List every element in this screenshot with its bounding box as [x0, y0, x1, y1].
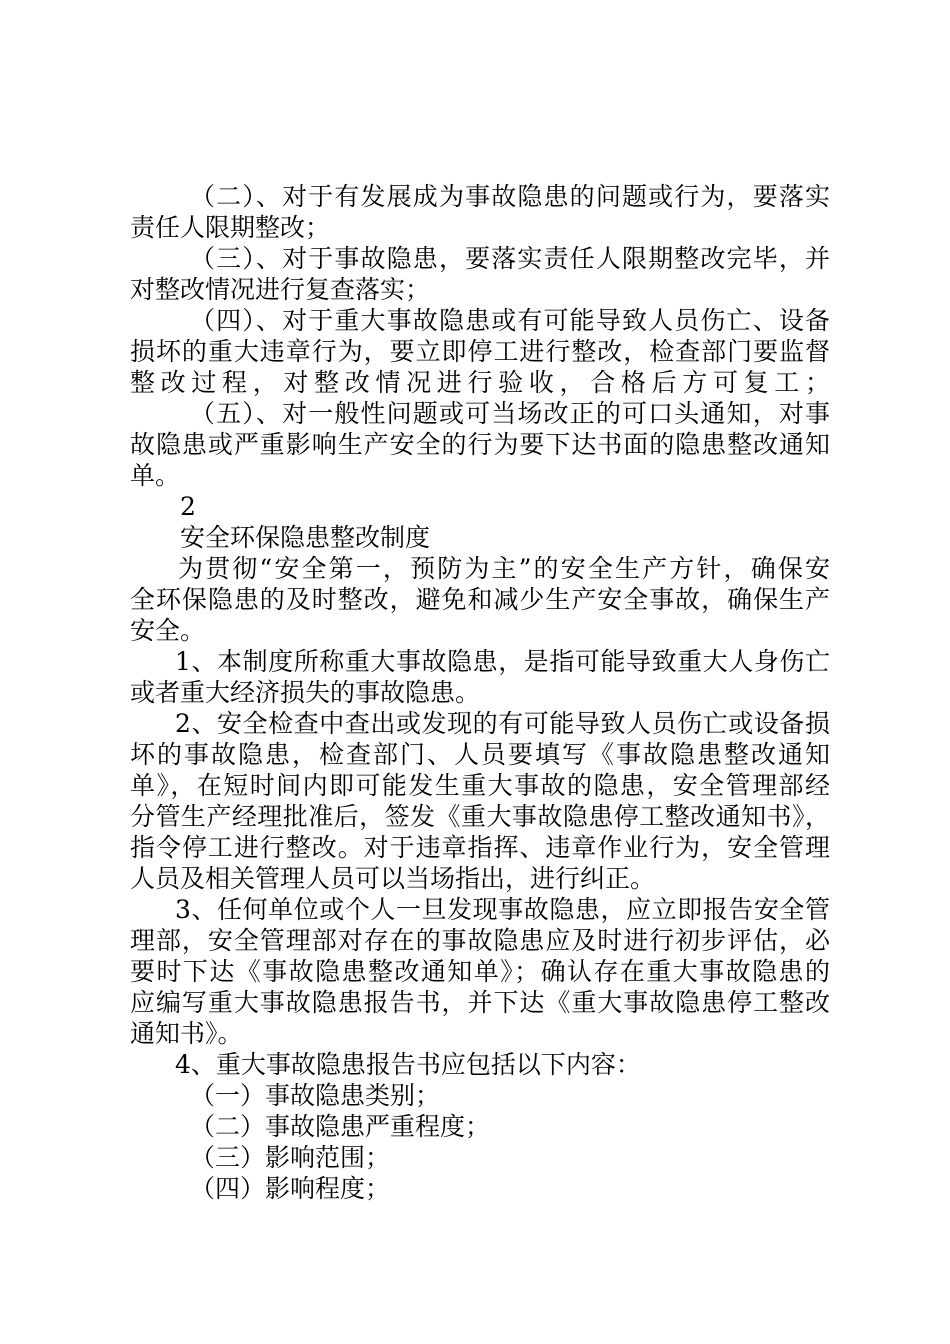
- text-line: 分管生产经理批准后，签发《重大事故隐患停工整改通知书》，: [130, 802, 830, 831]
- text-line: 安全。: [130, 616, 206, 645]
- section-title: 安全环保隐患整改制度: [180, 523, 431, 552]
- text-line: 指令停工进行整改。对于违章指挥、违章作业行为，安全管理: [130, 833, 830, 862]
- list-item: （二）事故隐患严重程度；: [190, 1112, 491, 1141]
- text-line: （三）、对于事故隐患，要落实责任人限期整改完毕，并: [190, 244, 830, 273]
- list-item: （三）影响范围；: [190, 1143, 391, 1172]
- page-number: 2: [180, 492, 196, 521]
- text-line: 人员及相关管理人员可以当场指出，进行纠正。: [130, 864, 656, 893]
- text-line: 单》，在短时间内即可能发生重大事故的隐患，安全管理部经: [130, 771, 830, 800]
- text-line: 对整改情况进行复查落实；: [130, 275, 431, 304]
- text-line: 坏的事故隐患，检查部门、人员要填写《事故隐患整改通知: [130, 740, 830, 769]
- text-line: 应编写重大事故隐患报告书，并下达《重大事故隐患停工整改: [130, 988, 830, 1017]
- text-line: 要时下达《事故隐患整改通知单》；确认存在重大事故隐患的: [130, 957, 830, 986]
- text-line: 2、安全检查中查出或发现的有可能导致人员伤亡或设备损: [175, 709, 830, 738]
- text-line: 责任人限期整改；: [130, 213, 331, 242]
- text-line: （五）、对一般性问题或可当场改正的可口头通知，对事: [190, 399, 830, 428]
- text-line: 单。: [130, 461, 181, 490]
- text-line: 理部，安全管理部对存在的事故隐患应及时进行初步评估，必: [130, 926, 830, 955]
- text-line: 4、重大事故隐患报告书应包括以下内容：: [175, 1050, 641, 1079]
- text-line: 1、本制度所称重大事故隐患，是指可能导致重大人身伤亡: [175, 647, 830, 676]
- text-line: 3、任何单位或个人一旦发现事故隐患，应立即报告安全管: [175, 895, 830, 924]
- text-line: 或者重大经济损失的事故隐患。: [130, 678, 481, 707]
- text-line: 故隐患或严重影响生产安全的行为要下达书面的隐患整改通知: [130, 430, 830, 459]
- text-line: （二）、对于有发展成为事故隐患的问题或行为，要落实: [190, 182, 830, 211]
- text-line: 整改过程，对整改情况进行验收，合格后方可复工；: [130, 368, 830, 397]
- text-line: 通知书》。: [130, 1019, 243, 1048]
- text-line: 为贯彻“安全第一，预防为主”的安全生产方针，确保安: [178, 554, 830, 583]
- list-item: （一）事故隐患类别；: [190, 1081, 441, 1110]
- text-line: 损坏的重大违章行为，要立即停工进行整改，检查部门要监督: [130, 337, 830, 366]
- list-item: （四）影响程度；: [190, 1174, 391, 1203]
- text-line: 全环保隐患的及时整改，避免和减少生产安全事故，确保生产: [130, 585, 830, 614]
- text-line: （四）、对于重大事故隐患或有可能导致人员伤亡、设备: [190, 306, 830, 335]
